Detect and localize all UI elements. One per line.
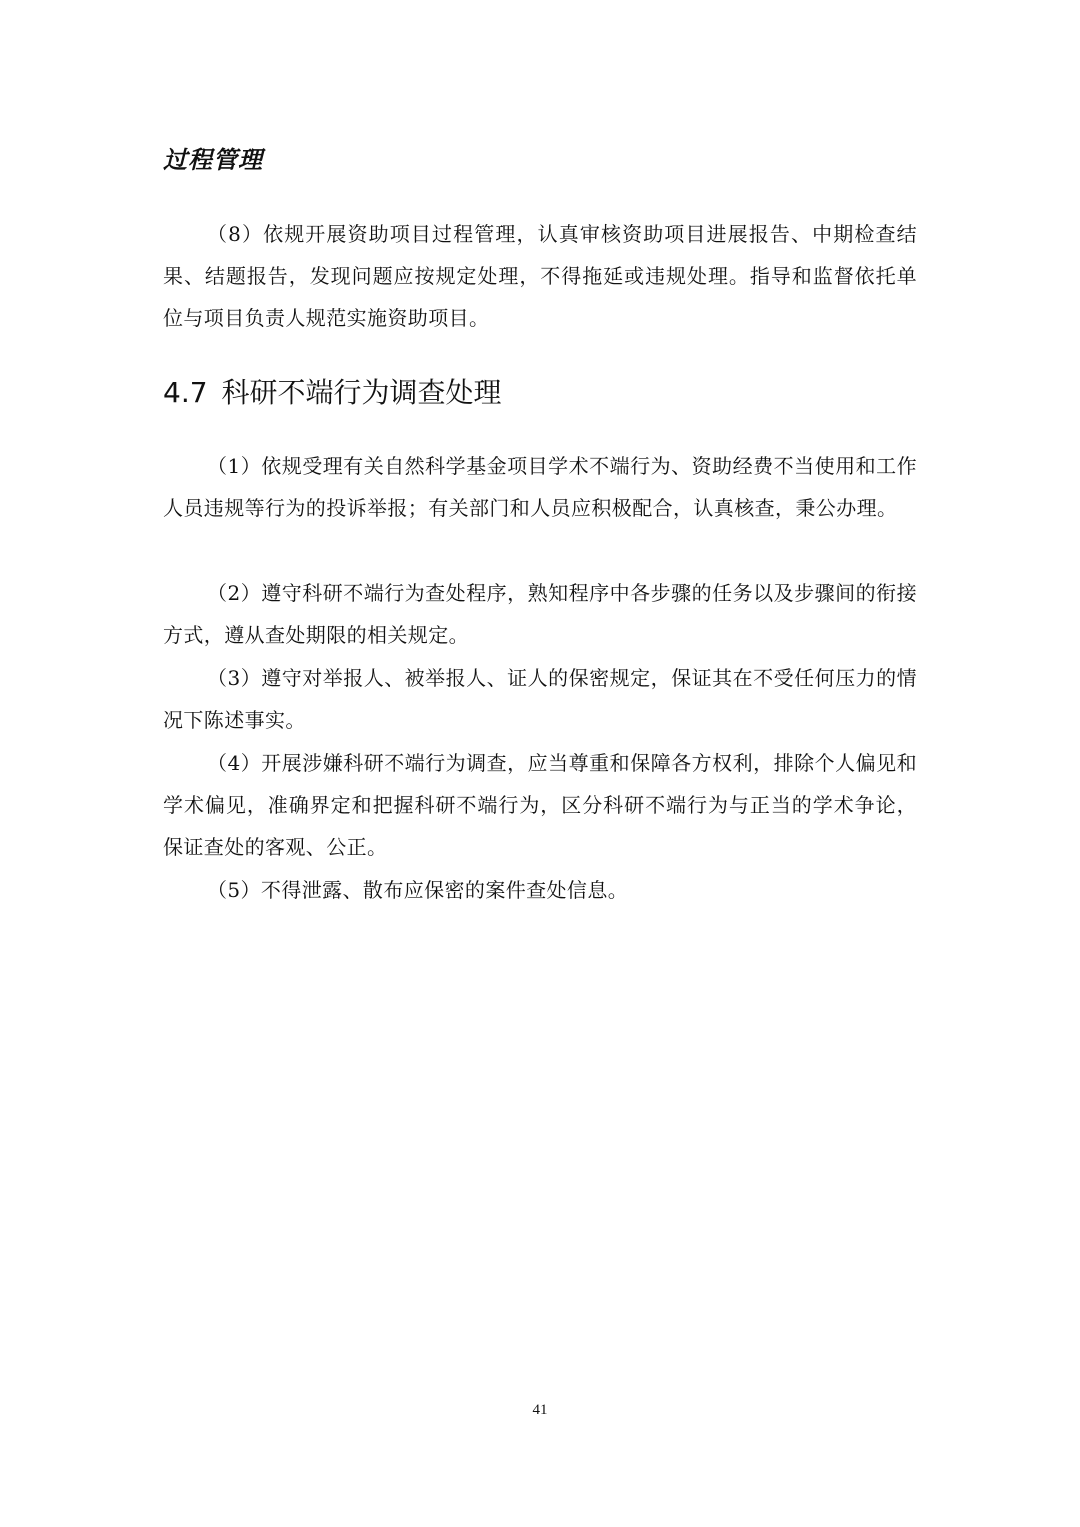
paragraph-3: （3）遵守对举报人、被举报人、证人的保密规定，保证其在不受任何压力的情况下陈述事实。 [163,666,917,732]
subsection-heading-process-management: 过程管理 [163,146,263,174]
page-number: 41 [532,1402,548,1418]
paragraph-2: （2）遵守科研不端行为查处程序，熟知程序中各步骤的任务以及步骤间的衔接方式，遵从查处期限的相关规定。 [163,581,917,647]
paragraph-5: （5）不得泄露、散布应保密的案件查处信息。 [207,878,629,902]
paragraph-8: （8）依规开展资助项目过程管理，认真审核资助项目进展报告、中期检查结果、结题报告，发现问题应按规定处理，不得拖延或违规处理。指导和监督依托单位与项目负责人规范实施资助项目。 [163,222,917,330]
paragraph-1: （1）依规受理有关自然科学基金项目学术不端行为、资助经费不当使用和工作人员违规等行为的投诉举报；有关部门和人员应积极配合，认真核查，秉公办理。 [163,454,917,520]
section-number: 4.7 [163,376,208,409]
section-heading-4-7 [163,371,502,415]
section-title-text: 科研不端行为调查处理 [221,376,502,409]
paragraph-4: （4）开展涉嫌科研不端行为调查，应当尊重和保障各方权利，排除个人偏见和学术偏见，准确界定和把握科研不端行为，区分科研不端行为与正当的学术争论，保证查处的客观、公正。 [163,751,917,859]
